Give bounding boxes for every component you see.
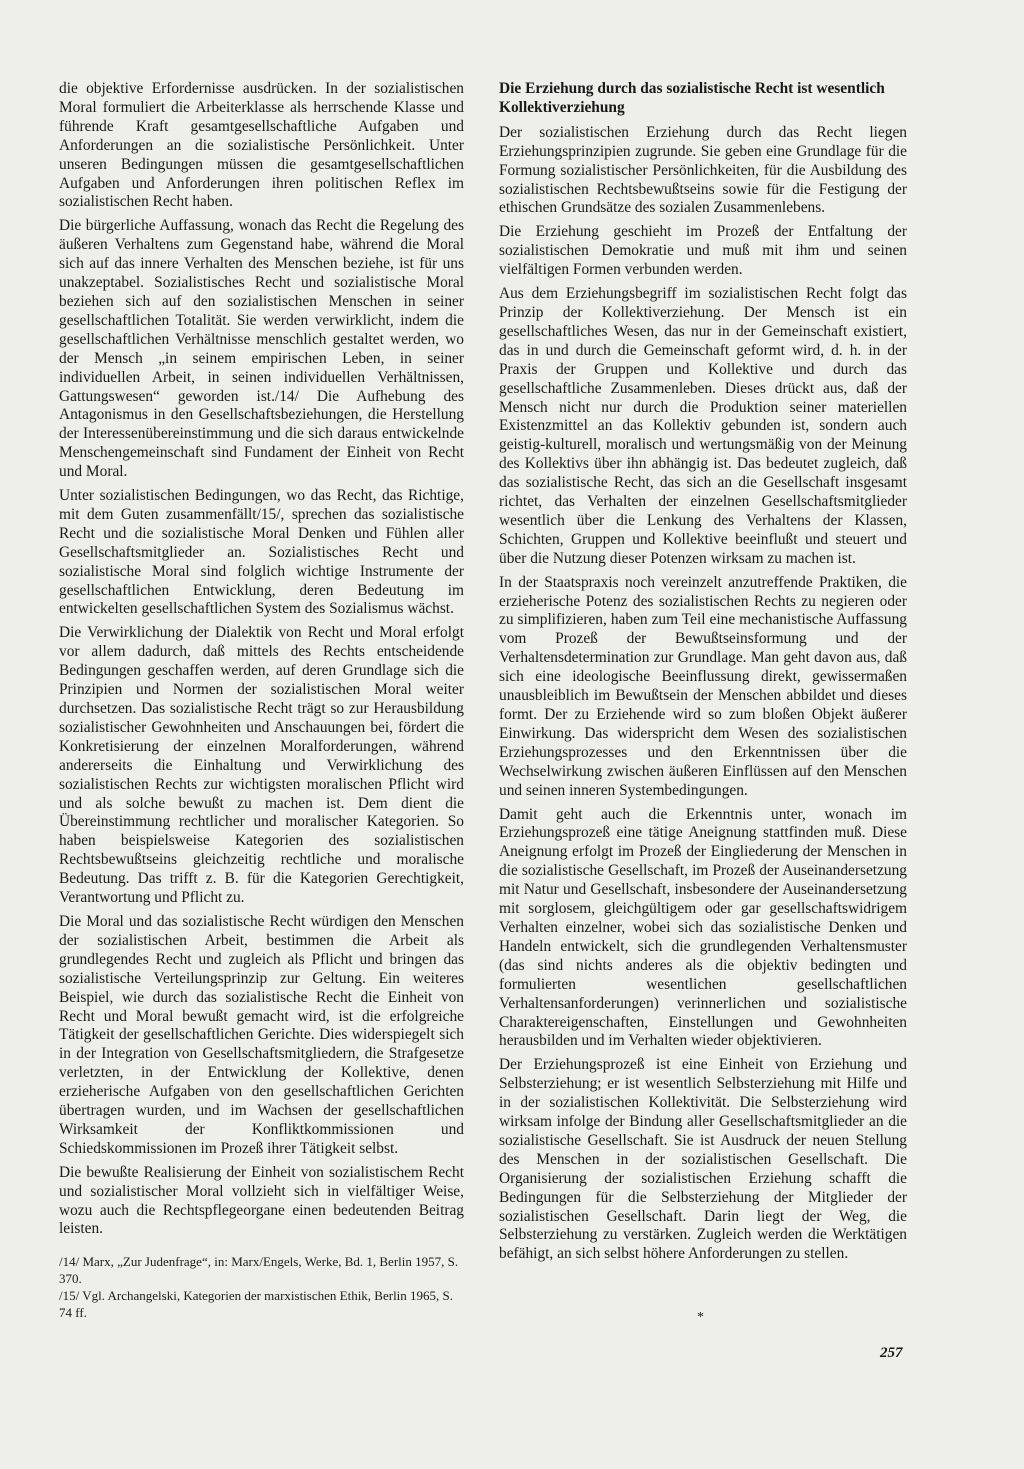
paragraph: die objektive Erfordernisse ausdrücken. In der sozialistischen Moral formuliert die Arbeiterklasse als herrschende Klasse und führende Kraft gesamtgesellschaftliche Aufgaben und Anforderungen an die sozialistische Persönlichkeit. Unter unseren Bedingungen müssen die gesamtgesellschaftlichen Aufgaben und Anforderungen ihren politischen Reflex im sozialistischen Recht haben. <box>59 80 464 211</box>
paragraph: Die Verwirklichung der Dialektik von Recht und Moral erfolgt vor allem dadurch, daß mittels des Rechts entscheidende Bedingungen geschaffen werden, auf deren Grundlage sich die Prinzipien und Normen der sozialistischen Moral weiter durchsetzen. Das sozialistische Recht trägt so zur Herausbildung sozialistischer Gewohnheiten und Anschauungen bei, fördert die Konkretisierung der einzelnen Moralforderungen, während andererseits die Einhaltung und Verwirklichung des sozialistischen Rechts zur wichtigsten moralischen Pflicht wird und als solche bewußt zu machen ist. Dem dient die Übereinstimmung rechtlicher und moralischer Kategorien. So haben beispielsweise Kategorien des sozialistischen Rechtsbewußtseins gleichzeitig rechtliche und moralische Bedeutung. Das trifft z. B. für die Kategorien Gerechtigkeit, Verantwortung und Pflicht zu. <box>59 624 464 907</box>
paragraph: Die Moral und das sozialistische Recht würdigen den Menschen der sozialistischen Arbeit, bestimmen die Arbeit als grundlegendes Recht und zugleich als Pflicht und bringen das sozialistische Verteilungsprinzip zur Geltung. Ein weiteres Beispiel, wie durch das sozialistische Recht die Einheit von Recht und Moral bewußt gemacht wird, ist die erfolgreiche Tätigkeit der gesellschaftlichen Gerichte. Dies widerspiegelt sich in der Integration von Gesellschaftsmitgliedern, die Strafgesetze verletzten, in der Entwicklung der Kollektive, denen erzieherische Aufgaben von den gesellschaftlichen Gerichten übertragen wurden, und im Wachsen der gesellschaftlichen Wirksamkeit der Konfliktkommissionen und Schiedskommissionen im Prozeß ihrer Tätigkeit selbst. <box>59 912 464 1157</box>
paragraph: Die Erziehung geschieht im Prozeß der Entfaltung der sozialistischen Demokratie und muß mit ihm und seinen vielfältigen Formen verbunden werden. <box>499 223 907 279</box>
right-column <box>499 80 907 1269</box>
paragraph: Unter sozialistischen Bedingungen, wo das Recht, das Richtige, mit dem Guten zusammenfällt/15/, sprechen das sozialistische Recht und die sozialistische Moral Denken und Fühlen aller Gesellschaftsmitglieder an. Sozialistisches Recht und sozialistische Moral sind folglich wichtige Instrumente der gesellschaftlichen Entwicklung, deren Bedeutung im entwickelten gesellschaftlichen System des Sozialismus wächst. <box>59 487 464 618</box>
paragraph: In der Staatspraxis noch vereinzelt anzutreffende Praktiken, die erzieherische Potenz des sozialistischen Rechts zu negieren oder zu simplifizieren, haben zum Teil eine mechanistische Auffassung vom Prozeß der Bewußtseinsformung und der Verhaltensdetermination zur Grundlage. Man geht davon aus, daß sich eine ideologische Beeinflussung direkt, gewissermaßen unausbleiblich im Bewußtsein der Menschen abbildet und dieses formt. Der zu Erziehende wird so zum bloßen Objekt äußerer Einwirkung. Das widerspricht dem Wesen des sozialistischen Erziehungsprozesses und den Erkenntnissen über die Wechselwirkung zwischen äußeren Einflüssen auf den Menschen und seinen inneren Systembedingungen. <box>499 573 907 799</box>
footnote-15: /15/ Vgl. Archangelski, Kategorien der marxistischen Ethik, Berlin 1965, S. 74 ff. <box>59 1288 454 1321</box>
paragraph: Aus dem Erziehungsbegriff im sozialistischen Recht folgt das Prinzip der Kollektiverziehung. Der Mensch ist ein gesellschaftliches Wesen, das nur in der Gemeinschaft existiert, das in und durch die Gemeinschaft geformt wird, d. h. in der Praxis der Gruppen und Kollektive und durch das gesellschaftliche Zusammenleben. Dieses drückt aus, daß der Mensch nicht nur durch die Produktion seiner materiellen Existenzmittel an das Kollektiv gebunden ist, sondern auch geistig-kulturell, moralisch und wertungsmäßig von der Meinung des Kollektivs über ihn abhängig ist. Das bedeutet zugleich, daß das sozialistische Recht, das sich an die Gesellschaft insgesamt richtet, das Verhalten der einzelnen Gesellschaftsmitglieder wesentlich über die Lenkung des Verhaltens der Klassen, Schichten, Gruppen und Kollektive beeinflußt und steuert und über die Nutzung dieser Potenzen wirksam zu machen ist. <box>499 285 907 567</box>
paragraph: Damit geht auch die Erkenntnis unter, wonach im Erziehungsprozeß eine tätige Aneignung stattfinden muß. Diese Aneignung erfolgt im Prozeß der Eingliederung der Menschen in die sozialistische Gesellschaft, im Prozeß der Auseinandersetzung mit Natur und Gesellschaft, insbesondere der Auseinandersetzung mit sorglosem, gleichgültigem oder gar gesellschaftswidrigem Verhalten einzelner, wobei sich das sozialistische Denken und Handeln entwickelt, sich die grundlegenden Verhaltensmuster (das sind nichts anderes als die objektiv bedingten und formulierten wesentlichen gesellschaftlichen Verhaltensanforderungen) verinnerlichen und sozialistische Charaktereigenschaften, Einstellungen und Gewohnheiten herausbilden und im Verhalten wieder objektivieren. <box>499 805 907 1050</box>
paragraph: Der Erziehungsprozeß ist eine Einheit von Erziehung und Selbsterziehung; er ist wesentlich Selbsterziehung mit Hilfe und in der sozialistischen Kollektivität. Die Selbsterziehung wird wirksam infolge der Bindung aller Gesellschaftsmitglieder an die sozialistische Gesellschaft. Sie ist Ausdruck der neuen Stellung des Menschen in der sozialistischen Gesellschaft. Die Organisierung der sozialistischen Erziehung schafft die Bedingungen für die Selbsterziehung der Mitglieder der sozialistischen Gesellschaft. Darin liegt der Weg, die Selbsterziehung zu verstärken. Zugleich werden die Werktätigen befähigt, an sich selbst höhere Anforderungen zu stellen. <box>499 1056 907 1263</box>
left-column <box>59 80 464 1321</box>
footnote-14: /14/ Marx, „Zur Judenfrage“, in: Marx/Engels, Werke, Bd. 1, Berlin 1957, S. 370. <box>59 1254 459 1287</box>
footnotes <box>59 1253 464 1321</box>
asterisk-mark: * <box>697 1310 704 1325</box>
paragraph: Die bürgerliche Auffassung, wonach das Recht die Regelung des äußeren Verhaltens zum Gegenstand habe, während die Moral sich auf das innere Verhalten des Menschen beziehe, ist für uns unakzeptabel. Sozialistisches Recht und sozialistische Moral beziehen sich auf den sozialistischen Menschen in seiner gesellschaftlichen Totalität. Sie werden verwirklicht, indem die gesellschaftlichen Verhältnisse menschlich gestaltet werden, wo der Mensch „in seinem empirischen Leben, in seiner individuellen Arbeit, in seinen individuellen Verhältnissen, Gattungswesen“ geworden ist./14/ Die Aufhebung des Antagonismus in den Gesellschaftsbeziehungen, die Herstellung der Interessenübereinstimmung und die sich daraus entwickelnde Menschengemeinschaft sind Fundament der Einheit von Recht und Moral. <box>59 217 464 481</box>
paragraph: Der sozialistischen Erziehung durch das Recht liegen Erziehungsprinzipien zugrunde. Sie geben eine Grundlage für die Formung sozialistischer Persönlichkeiten, für die Ausbildung des sozialistischen Rechtsbewußtseins sowie für die Festigung der ethischen Grundsätze des sozialen Zusammenlebens. <box>499 123 907 217</box>
paragraph: Die bewußte Realisierung der Einheit von sozialistischem Recht und sozialistischer Moral vollzieht sich in vielfältiger Weise, wozu auch die Rechtspflegeorgane einen bedeutenden Beitrag leisten. <box>59 1163 464 1238</box>
page-number: 257 <box>880 1345 903 1361</box>
section-heading: Die Erziehung durch das sozialistische Recht ist wesentlich Kollektiverziehung <box>499 80 885 116</box>
